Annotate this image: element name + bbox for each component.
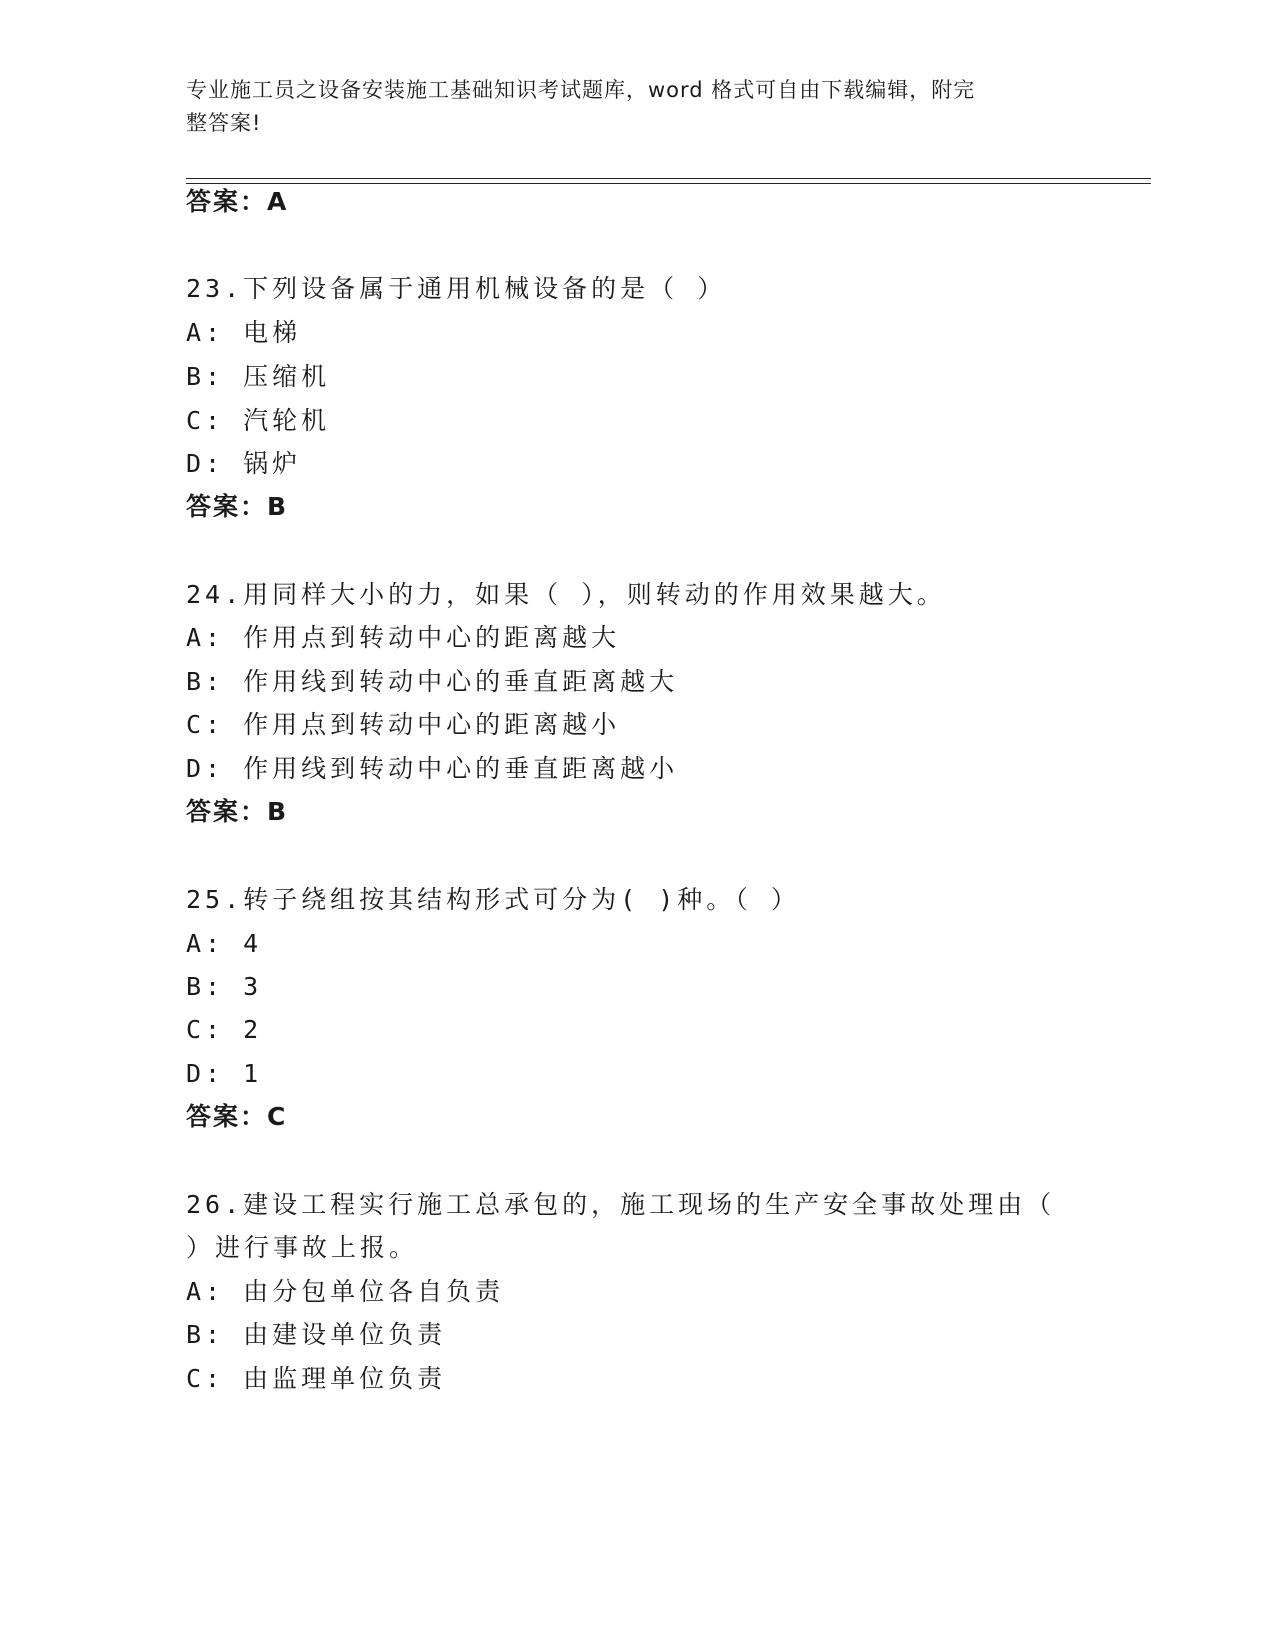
header-rule-top: [186, 178, 1151, 179]
question-24-option-a: A: 作用点到转动中心的距离越大: [186, 623, 621, 652]
question-24-option-c: C: 作用点到转动中心的距离越小: [186, 710, 621, 739]
question-25-answer: 答案：C: [186, 1102, 288, 1131]
header-rule-bottom: [186, 183, 1151, 184]
question-24-option-b: B: 作用线到转动中心的垂直距离越大: [186, 667, 679, 696]
question-25-option-b: B: 3: [186, 972, 263, 1001]
question-23-stem: 23.下列设备属于通用机械设备的是（ ）: [186, 274, 727, 303]
question-24-stem: 24.用同样大小的力，如果（ ），则转动的作用效果越大。: [186, 580, 946, 609]
question-26-option-c: C: 由监理单位负责: [186, 1364, 447, 1393]
question-25-stem: 25.转子绕组按其结构形式可分为( )种。（ ）: [186, 885, 800, 914]
question-23-option-c: C: 汽轮机: [186, 406, 331, 435]
question-23-option-d: D: 锅炉: [186, 449, 302, 478]
question-23-option-a: A: 电梯: [186, 318, 302, 347]
question-25-option-c: C: 2: [186, 1015, 263, 1044]
question-26-option-a: A: 由分包单位各自负责: [186, 1277, 505, 1306]
question-23-option-b: B: 压缩机: [186, 362, 331, 391]
question-26-stem-line-1: 26.建设工程实行施工总承包的，施工现场的生产安全事故处理由（: [186, 1190, 1056, 1219]
question-25-option-a: A: 4: [186, 929, 263, 958]
header-title-line-1: 专业施工员之设备安装施工基础知识考试题库，word 格式可自由下载编辑，附完: [186, 78, 976, 102]
question-24-option-d: D: 作用线到转动中心的垂直距离越小: [186, 754, 679, 783]
question-24-answer: 答案：B: [186, 797, 289, 826]
question-26-stem-line-2: ）进行事故上报。: [186, 1233, 419, 1262]
question-23-answer: 答案：B: [186, 492, 289, 521]
question-25-option-d: D: 1: [186, 1059, 263, 1088]
question-26-option-b: B: 由建设单位负责: [186, 1320, 447, 1349]
header-title-line-2: 整答案!: [186, 111, 262, 135]
document-header: [186, 74, 1066, 140]
previous-answer: 答案：A: [186, 187, 289, 216]
